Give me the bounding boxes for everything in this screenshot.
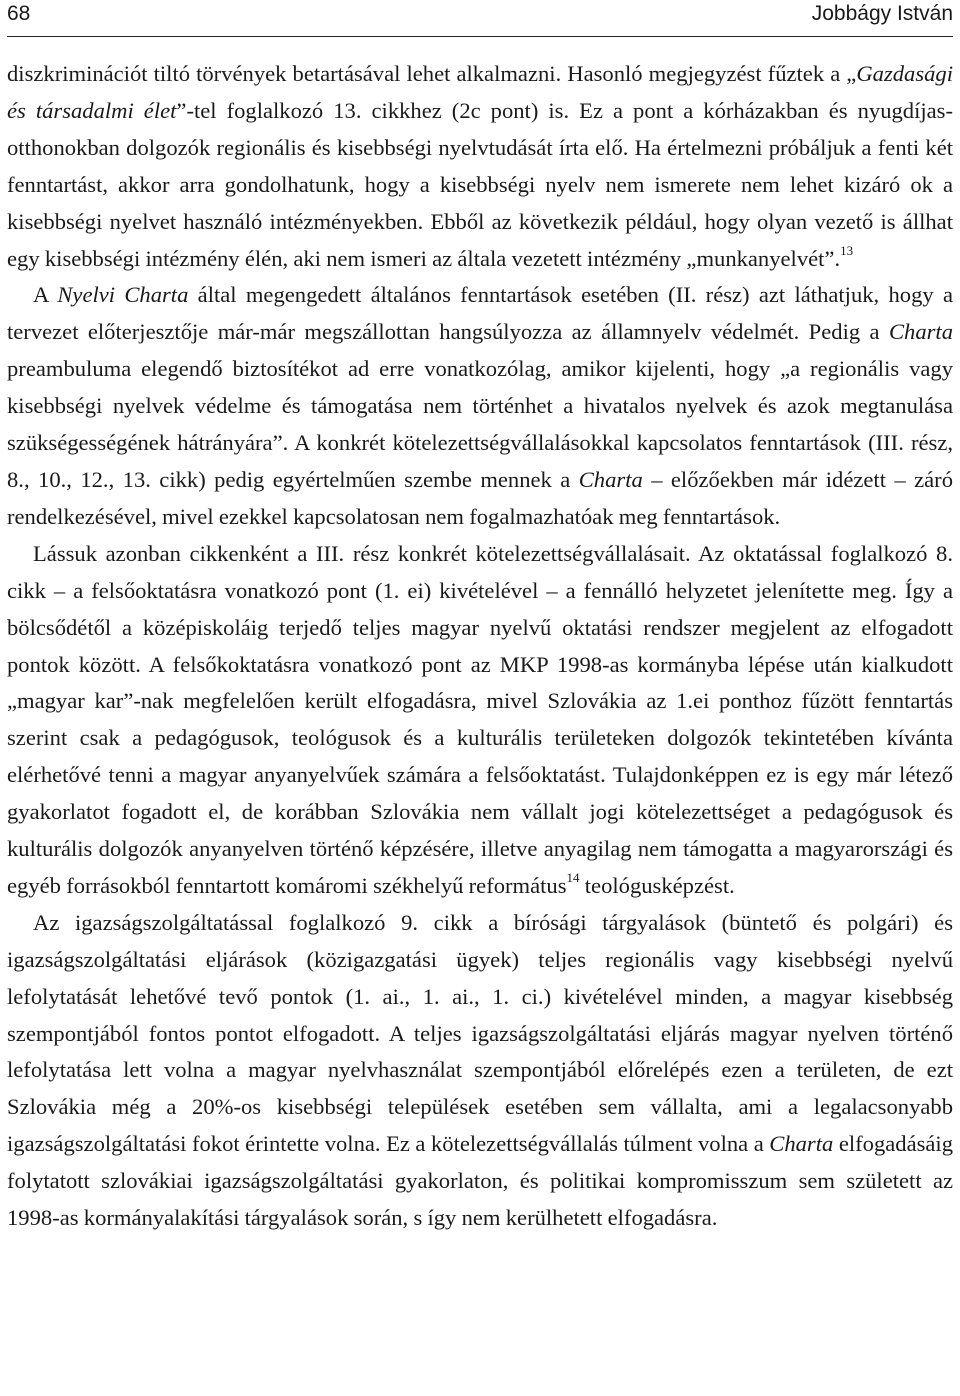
paragraph-text: preambuluma elegendő biztosítékot ad erre vonatkozólag, amikor kijelenti, hogy „a regionális vagy kisebbségi nyelvek védelme és támogatása nem történhet a hivatalos nyelvek és azok megtanulása szükségességének hátrányára”. A konkrét kötelezettségvállalásokkal kapcsolatos fenntartások (III. rész, 8., 10., 12., 13. cikk) pedig egyértelműen szembe mennek a xyxy=(7,356,953,492)
paragraph xyxy=(7,536,953,905)
page-header xyxy=(7,0,953,34)
paragraph-text: – előzőekben már idézett – záró rendelkezésével, mivel ezekkel kapcsolatosan nem fogalmazhatóak meg fenntartások. xyxy=(7,466,953,529)
paragraph-text: ”-tel foglalkozó 13. cikkhez (2c pont) is. Ez a pont a kórházakban és nyugdíjas-otthonokban dolgozók regionális és kisebbségi nyelvtudását írta elő. Ha értelmezni próbáljuk a fenti két fenntartást, akkor arra gondolhatunk, hogy a kisebbségi nyelv nem ismerete nem lehet kizáró ok a kisebbségi nyelvet használó intézményekben. Ebből az következik például, hogy olyan vezető is állhat egy kisebbségi intézmény élén, aki nem ismeri az általa vezetett intézmény „munkanyelvét”. xyxy=(7,97,953,271)
footnote-marker: 13 xyxy=(840,243,854,258)
body-text xyxy=(7,56,953,1237)
paragraph xyxy=(7,905,953,1237)
italic-text: Charta xyxy=(578,466,643,492)
page-number: 68 xyxy=(7,2,31,25)
header-rule xyxy=(7,36,953,37)
paragraph-text: teológusképzést. xyxy=(579,872,735,898)
paragraph xyxy=(7,277,953,535)
paragraph-text: által megengedett általános fenntartások esetében (II. rész) azt láthatjuk, hogy a tervezet előterjesztője már-már megszállottan hangsúlyozza az államnyelv védelmét. Pedig a xyxy=(7,282,953,345)
italic-text: Gazdasági és társadalmi élet xyxy=(7,61,953,123)
paragraph-text: Az igazságszolgáltatással foglalkozó 9. cikk a bírósági tárgyalások (büntető és polgári) és igazságszolgáltatási eljárások (közigazgatási ügyek) teljes regionális vagy kisebbségi nyelvű lefolytatását lehetővé tevő pontok (1. ai., 1. ai., 1. ci.) kivételével minden, a magyar kisebbség szempontjából fontos pontot elfogadott. A teljes igazságszolgáltatási eljárás magyar nyelven történő lefolytatása lett volna a magyar nyelvhasználat szempontjából előrelépés ezen a területen, de ezt Szlovákia még a 20%-os kisebbségi települések esetében sem vállalta, ami a legalacsonyabb igazságszolgáltatási fokot érintette volna. Ez a kötelezettségvállalás túlment volna a xyxy=(7,909,953,1157)
running-title: Jobbágy István xyxy=(811,2,953,25)
italic-text: Charta xyxy=(769,1131,834,1157)
paragraph-text: Lássuk azonban cikkenként a III. rész konkrét kötelezettségvállalásait. Az oktatással foglalkozó 8. cikk – a felsőoktatásra vonatkozó pont (1. ei) kivételével – a fennálló helyzetet jelenítette meg. Így a bölcsődétől a középiskoláig terjedő teljes magyar nyelvű oktatási rendszer megjelent az elfogadott pontok között. A felsőkoktatásra vonatkozó pont az MKP 1998-as kormányba lépése után kialkudott „magyar kar”-nak megfelelően került elfogadásra, mivel Szlovákia az 1.ei ponthoz fűzött fenntartás szerint csak a pedagógusok, teológusok és a kulturális területeken dolgozók tekintetében kívánta elérhetővé tenni a magyar anyanyelvűek számára a felsőoktatást. Tulajdonképpen ez is egy már létező gyakorlatot fogadott el, de korábban Szlovákia nem vállalt jogi kötelezettséget a pedagógusok és kulturális dolgozók anyanyelven történő képzésére, illetve anyagilag nem támogatta a magyarországi és egyéb forrásokból fenntartott komáromi székhelyű református xyxy=(7,540,953,898)
paragraph-text: A xyxy=(33,282,58,308)
italic-text: Nyelvi Charta xyxy=(57,282,189,308)
italic-text: Charta xyxy=(888,319,953,345)
paragraph-text: diszkriminációt tiltó törvények betartásával lehet alkalmazni. Hasonló megjegyzést fűztek a „ xyxy=(7,61,857,86)
footnote-marker: 14 xyxy=(566,870,580,886)
paragraph xyxy=(7,56,953,277)
paragraph-text: elfogadásáig folytatott szlovákiai igazságszolgáltatási gyakorlaton, és politikai kompromisszum sem született az 1998-as kormányalakítási tárgyalások során, s így nem kerülhetett elfogadásra. xyxy=(7,1131,953,1231)
